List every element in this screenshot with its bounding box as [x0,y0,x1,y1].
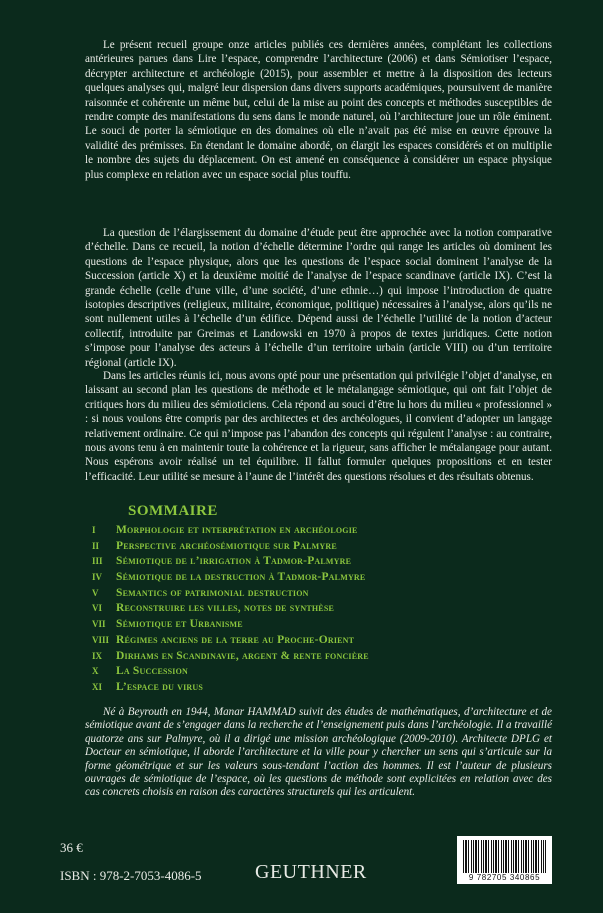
summary-item-label: Dirhams en Scandinavie, argent & rente foncière [116,649,369,662]
barcode [457,836,552,884]
summary-item-number: VI [92,603,103,614]
barcode-bars-icon [463,840,546,873]
summary-item [92,571,552,587]
summary-item-number: VIII [92,634,110,645]
isbn: ISBN : 978-2-7053-4086-5 [60,868,202,883]
intro-paragraph-2: La question de l’élargissement du domaine d’étude peut être approchée avec la notion comparative d’échelle. Dans ce recueil, la notion d’échelle détermine l’ordre qui range les articles où dominent les questions de l’espace physique, alors que les questions de l’espace social dominent l’analyse de la Succession (article X) et la deuxième moitié de l’analyse de l’espace scandinave (article IX). C’est la grande échelle (celle d’une ville, d’une société, d’une ethnie…) qui impose l’introduction de quatre isotopies descriptives (religieux, militaire, économique, politique) nécessaires à l’analyse, alors qu’ils ne sont nullement utiles à l’échelle d’un édifice. Dépend aussi de l’échelle l’utilité de la notion d’acteur collectif, introduite par Greimas et Landowski en 1970 à propos de textes juridiques. Cette notion s’impose pour l’analyse des acteurs à l’échelle d’un territoire urbain (article VIII) ou d’un territoire régional (article IX). [85,227,552,369]
summary-item-number: X [92,666,99,677]
summary-item [92,618,552,634]
summary-item-number: IX [92,650,103,661]
summary-item-label: Semantics of patrimonial destruction [116,586,309,599]
summary-item-number: II [92,540,100,551]
summary-item [92,650,552,666]
summary-item-number: I [92,525,96,535]
summary-item-number: VII [92,619,106,630]
barcode-digits: 9 782705 340865 [468,873,541,882]
summary-item [92,634,552,650]
summary-item-number: XI [92,681,103,692]
summary-item-label: L’espace du virus [116,680,204,693]
summary-item-label: La Succession [116,665,188,678]
intro-paragraph-1: Le présent recueil groupe onze articles publiés ces dernières années, complétant les collections antérieures parues dans Lire l’espace, comprendre l’architecture (2006) et dans Sémiotiser l’espace, décrypter architecture et archéologie (2015), pour assembler et mettre à la disposition des lecteurs quelques analyses qui, malgré leur dispersion dans divers supports académiques, poursuivent de manière raisonnée et cohérente un même but, celui de la mise au point des concepts et méthodes susceptibles de rendre compte des manifestations du sens dans le monde naturel, où l’architecture joue un rôle éminent. Le souci de porter la sémiotique en des domaines où elle n’avait pas été mise en œuvre éprouve la validité des prémisses. En étendant le domaine abordé, on élargit les espaces considérés et on multiplie le nombre des sujets du déplacement. On est amené en conséquence à considérer un espace physique plus complexe en relation avec un espace social plus touffu. [85,39,552,181]
summary-item-number: IV [92,572,103,583]
summary-item [92,524,552,540]
summary-item-label: Régimes anciens de la terre au Proche-Orient [116,633,355,646]
summary-item-label: Sémiotique et Urbanisme [116,618,243,631]
summary-item [92,665,552,681]
summary-item [92,587,552,603]
publisher-logo: GEUTHNER [255,861,367,883]
author-bio: Né à Beyrouth en 1944, Manar HAMMAD suivit des études de mathématiques, d’architecture et de sémiotique avant de s’engager dans la recherche et l’enseignement puis dans l’archéologie. Il a travaillé quatorze ans sur Palmyre, où il a dirigé une mission archéologique (2009-2010). Architecte DPLG et Docteur en sémiotique, il aborde l’architecture et la ville pour y chercher un sens qui s’articule sur la forme géométrique et sur les valeurs sous-tendant l’action des hommes. Il est l’auteur de plusieurs ouvrages de sémiotique de l’espace, où les questions de méthode sont explicitées en relation avec des cas concrets choisis en raison des caractères structurels qui les articulent. [85,706,552,799]
summary-item-label: Sémiotique de la destruction à Tadmor-Palmyre [116,571,366,584]
summary-item [92,681,552,697]
summary-item [92,602,552,618]
price: 36 € [60,840,83,855]
summary-item-label: Sémiotique de l’irrigation à Tadmor-Palmyre [116,555,352,568]
intro-paragraph-3: Dans les articles réunis ici, nous avons opté pour une présentation qui privilégie l’objet d’analyse, en laissant au second plan les questions de méthode et le métalangage sémiotique, qui ont fait l’objet de critiques hors du milieu des sémioticiens. Cela répond au souci d’être lu hors du milieu « professionnel » : si nous voulons être compris par des architectes et des archéologues, il convient d’adopter un langage relativement ordinaire. Ce qui n’impose pas l’abandon des concepts qui régulent l’analyse : au contraire, nous avons tenu à en maintenir toute la cohérence et la rigueur, sans afficher le métalangage pour autant. Nous espérons avoir réalisé un tel équilibre. Il fallut formuler quelques propositions et en tester l’efficacité. Leur utilité se mesure à l’aune de l’intérêt des questions résolues et des résultats obtenus. [85,370,552,483]
summary-title: SOMMAIRE [128,503,218,519]
summary-item-label: Morphologie et interprétation en archéologie [116,524,358,536]
summary-item [92,540,552,556]
summary-item [92,555,552,571]
summary-item-label: Reconstruire les villes, notes de synthèse [116,602,335,615]
summary-item-label: Perspective archéosémiotique sur Palmyre [116,539,337,552]
summary-item-number: III [92,556,103,567]
summary-list [92,524,552,697]
summary-item-number: V [92,587,99,598]
